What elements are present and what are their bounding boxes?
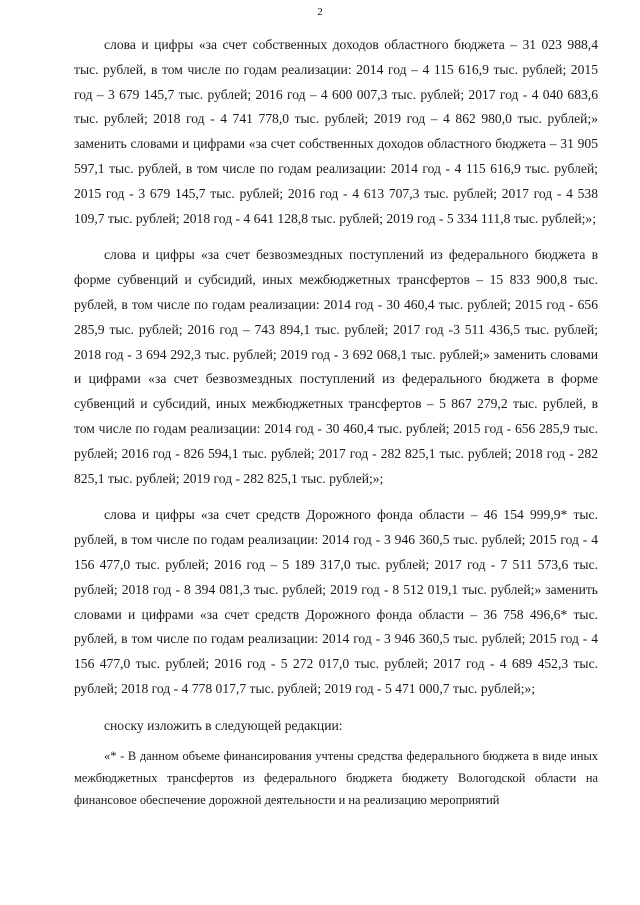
document-body — [74, 33, 598, 811]
footnote-text: «* - В данном объеме финансирования учтены средства федерального бюджета в виде иных межбюджетных трансфертов из федерального бюджета бюджету Вологодской области на финансовое обеспечение дорожной деятельности и на реализацию мероприятий — [74, 748, 598, 807]
paragraph-own-revenues: слова и цифры «за счет собственных доходов областного бюджета – 31 023 988,4 тыс. рублей, в том числе по годам реализации: 2014 год – 4 115 616,9 тыс. рублей; 2015 год – 3 679 145,7 тыс. рублей; 2016 год – 4 600 007,3 тыс. рублей; 2017 год - 4 040 683,6 тыс. рублей; 2018 год - 4 741 778,0 тыс. рублей; 2019 год – 4 862 980,0 тыс. рублей;» заменить словами и цифрами «за счет собственных доходов областного бюджета – 31 905 597,1 тыс. рублей, в том числе по годам реализации: 2014 год - 4 115 616,9 тыс. рублей; 2015 год - 3 679 145,7 тыс. рублей; 2016 год - 4 613 707,3 тыс. рублей; 2017 год - 4 538 109,7 тыс. рублей; 2018 год - 4 641 128,8 тыс. рублей; 2019 год - 5 334 111,8 тыс. рублей;»; — [74, 37, 598, 226]
paragraph-federal-transfers: слова и цифры «за счет безвозмездных поступлений из федерального бюджета в форме субвенций и субсидий, иных межбюджетных трансфертов – 15 833 900,8 тыс. рублей, в том числе по годам реализации: 2014 год - 30 460,4 тыс. рублей; 2015 год - 656 285,9 тыс. рублей; 2016 год – 743 894,1 тыс. рублей; 2017 год -3 511 436,5 тыс. рублей; 2018 год - 3 694 292,3 тыс. рублей; 2019 год - 3 692 068,1 тыс. рублей;» заменить словами и цифрами «за счет безвозмездных поступлений из федерального бюджета в форме субвенций и субсидий, иных межбюджетных трансфертов – 5 867 279,2 тыс. рублей, в том числе по годам реализации: 2014 год - 30 460,4 тыс. рублей; 2015 год - 656 285,9 тыс. рублей; 2016 год - 826 594,1 тыс. рублей; 2017 год - 282 825,1 тыс. рублей; 2018 год - 282 825,1 тыс. рублей; 2019 год - 282 825,1 тыс. рублей;»; — [74, 247, 598, 486]
paragraph-road-fund: слова и цифры «за счет средств Дорожного фонда области – 46 154 999,9* тыс. рублей, в том числе по годам реализации: 2014 год - 3 946 360,5 тыс. рублей; 2015 год - 4 156 477,0 тыс. рублей; 2016 год – 5 189 317,0 тыс. рублей; 2017 год - 7 511 573,6 тыс. рублей; 2018 год - 8 394 081,3 тыс. рублей; 2019 год - 8 512 019,1 тыс. рублей;» заменить словами и цифрами «за счет средств Дорожного фонда области – 36 758 496,6* тыс. рублей, в том числе по годам реализации: 2014 год - 3 946 360,5 тыс. рублей; 2015 год - 4 156 477,0 тыс. рублей; 2016 год - 5 272 017,0 тыс. рублей; 2017 год - 4 689 452,3 тыс. рублей; 2018 год - 4 778 017,7 тыс. рублей; 2019 год - 5 471 000,7 тыс. рублей;»; — [74, 507, 598, 696]
page-number: 2 — [317, 6, 323, 18]
paragraph-footnote-intro: сноску изложить в следующей редакции: — [104, 717, 343, 733]
